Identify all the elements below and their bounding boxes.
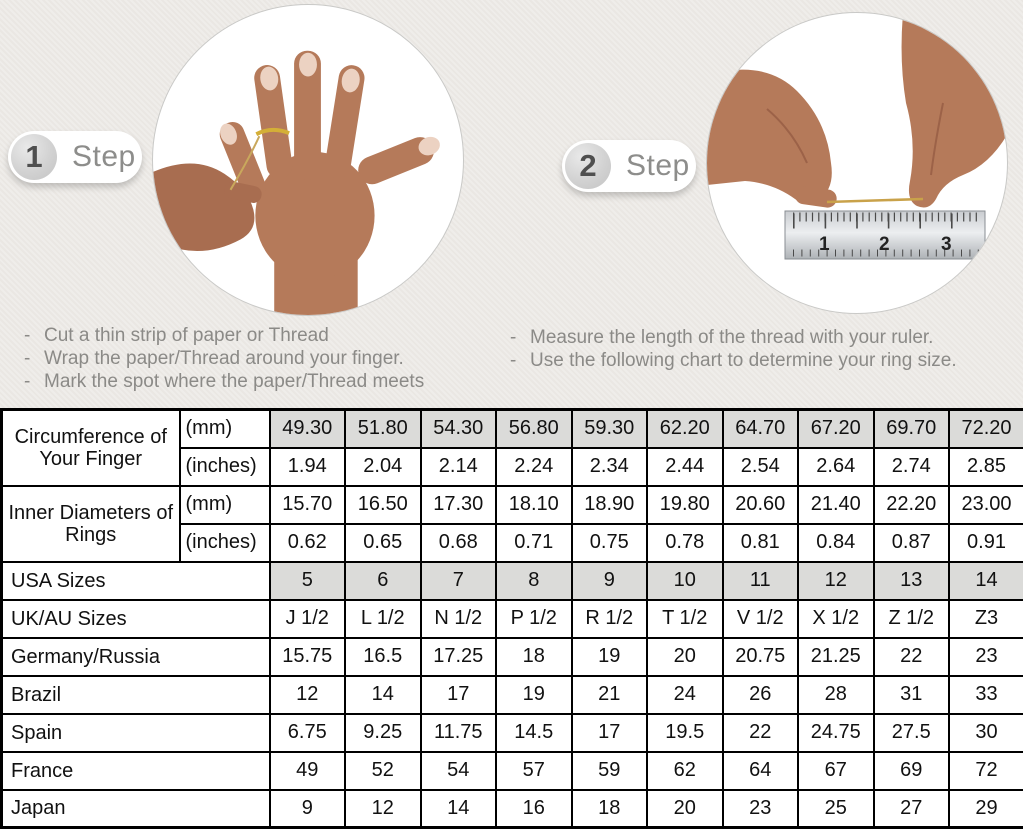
size-value-cell: 57: [496, 752, 572, 790]
size-value-cell: 29: [949, 790, 1023, 828]
spain-row-label: Spain: [2, 714, 270, 752]
size-value-cell: V 1/2: [723, 600, 799, 638]
instruction-item: [18, 324, 496, 347]
size-value-cell: 9: [270, 790, 346, 828]
size-value-cell: 18.10: [496, 486, 572, 524]
size-value-cell: 18: [496, 638, 572, 676]
size-value-cell: 0.62: [270, 524, 346, 562]
table-row-spain: [2, 714, 1023, 752]
size-value-cell: 16.50: [345, 486, 421, 524]
instruction-text: Measure the length of the thread with your ruler.: [530, 326, 933, 349]
instruction-text: Use the following chart to determine your ring size.: [530, 349, 957, 372]
size-value-cell: 7: [421, 562, 497, 600]
size-value-cell: 2.34: [572, 448, 648, 486]
size-value-cell: 19: [572, 638, 648, 676]
table-row-japan: [2, 790, 1023, 828]
size-value-cell: 8: [496, 562, 572, 600]
size-value-cell: 54: [421, 752, 497, 790]
step2-badge: [562, 140, 696, 192]
size-value-cell: 2.64: [798, 448, 874, 486]
size-value-cell: Z 1/2: [874, 600, 950, 638]
unit-label-mm: (mm): [180, 486, 270, 524]
instruction-item: [18, 347, 496, 370]
size-value-cell: 20.60: [723, 486, 799, 524]
japan-row-label: Japan: [2, 790, 270, 828]
size-value-cell: 2.54: [723, 448, 799, 486]
ruler: [785, 211, 985, 259]
size-value-cell: 21: [572, 676, 648, 714]
size-value-cell: 15.70: [270, 486, 346, 524]
size-value-cell: 18: [572, 790, 648, 828]
table-row-usa: [2, 562, 1023, 600]
size-value-cell: J 1/2: [270, 600, 346, 638]
size-value-cell: 49: [270, 752, 346, 790]
size-value-cell: 28: [798, 676, 874, 714]
table-row-germany-russia: [2, 638, 1023, 676]
right-hand: [902, 13, 1007, 207]
size-value-cell: 16: [496, 790, 572, 828]
size-value-cell: 17.25: [421, 638, 497, 676]
size-value-cell: 23.00: [949, 486, 1023, 524]
size-value-cell: 2.74: [874, 448, 950, 486]
size-value-cell: 23: [723, 790, 799, 828]
usa-row-label: USA Sizes: [2, 562, 270, 600]
size-value-cell: 10: [647, 562, 723, 600]
size-value-cell: 12: [270, 676, 346, 714]
size-value-cell: 5: [270, 562, 346, 600]
size-value-cell: 27: [874, 790, 950, 828]
size-value-cell: 67: [798, 752, 874, 790]
size-value-cell: 18.90: [572, 486, 648, 524]
size-value-cell: 17: [421, 676, 497, 714]
step2-label: Step: [626, 149, 690, 183]
ruler-number: 1: [819, 234, 830, 255]
table-row-brazil: [2, 676, 1023, 714]
size-value-cell: 69.70: [874, 410, 950, 448]
step1-label: Step: [72, 140, 136, 174]
step1-number-circle: 1: [11, 134, 57, 180]
size-value-cell: 0.75: [572, 524, 648, 562]
size-value-cell: 72: [949, 752, 1023, 790]
size-value-cell: 31: [874, 676, 950, 714]
size-value-cell: 62: [647, 752, 723, 790]
instruction-text: Cut a thin strip of paper or Thread: [44, 324, 329, 347]
table-row-diameter-mm: [2, 486, 1023, 524]
unit-label-inches: (inches): [180, 448, 270, 486]
size-value-cell: 0.84: [798, 524, 874, 562]
size-value-cell: 13: [874, 562, 950, 600]
size-value-cell: 17.30: [421, 486, 497, 524]
size-value-cell: 56.80: [496, 410, 572, 448]
size-value-cell: 24: [647, 676, 723, 714]
size-value-cell: N 1/2: [421, 600, 497, 638]
size-value-cell: 67.20: [798, 410, 874, 448]
size-value-cell: 21.25: [798, 638, 874, 676]
size-value-cell: 49.30: [270, 410, 346, 448]
size-value-cell: 25: [798, 790, 874, 828]
size-value-cell: 51.80: [345, 410, 421, 448]
size-value-cell: 11.75: [421, 714, 497, 752]
instruction-item: [504, 349, 1019, 372]
size-value-cell: 2.04: [345, 448, 421, 486]
france-row-label: France: [2, 752, 270, 790]
size-value-cell: 16.5: [345, 638, 421, 676]
thread: [827, 199, 923, 202]
size-value-cell: 12: [345, 790, 421, 828]
size-value-cell: 0.78: [647, 524, 723, 562]
size-value-cell: 6.75: [270, 714, 346, 752]
main-hand: [216, 51, 443, 315]
size-value-cell: 12: [798, 562, 874, 600]
circumference-row-label: Circumference of Your Finger: [2, 410, 180, 486]
instruction-text: Mark the spot where the paper/Thread meets: [44, 370, 424, 393]
size-value-cell: 0.71: [496, 524, 572, 562]
size-value-cell: 19: [496, 676, 572, 714]
left-hand: [707, 70, 838, 209]
size-value-cell: 0.68: [421, 524, 497, 562]
step2-instructions: [504, 326, 1019, 372]
bullet-dash: -: [18, 347, 44, 370]
size-value-cell: 20.75: [723, 638, 799, 676]
size-value-cell: 52: [345, 752, 421, 790]
size-value-cell: 64.70: [723, 410, 799, 448]
fingernail: [299, 53, 317, 77]
size-value-cell: 24.75: [798, 714, 874, 752]
table-row-circumference-mm: [2, 410, 1023, 448]
bullet-dash: -: [18, 370, 44, 393]
size-value-cell: 14.5: [496, 714, 572, 752]
size-value-cell: 62.20: [647, 410, 723, 448]
size-value-cell: 54.30: [421, 410, 497, 448]
ruler-number: 2: [879, 234, 890, 255]
inner-diameter-row-label: Inner Diameters of Rings: [2, 486, 180, 562]
size-value-cell: Z3: [949, 600, 1023, 638]
size-value-cell: 69: [874, 752, 950, 790]
step2-photo: [706, 12, 1008, 314]
size-value-cell: X 1/2: [798, 600, 874, 638]
instruction-item: [504, 326, 1019, 349]
size-value-cell: 0.91: [949, 524, 1023, 562]
step2-number-circle: 2: [565, 143, 611, 189]
size-value-cell: 0.81: [723, 524, 799, 562]
size-value-cell: 59: [572, 752, 648, 790]
instruction-text: Wrap the paper/Thread around your finger.: [44, 347, 404, 370]
ruler-measurement-illustration: [707, 13, 1007, 313]
size-value-cell: 22: [723, 714, 799, 752]
step1-badge: [8, 131, 142, 183]
germany-russia-row-label: Germany/Russia: [2, 638, 270, 676]
size-value-cell: 20: [647, 638, 723, 676]
size-value-cell: 64: [723, 752, 799, 790]
ring-size-table: [0, 408, 1023, 829]
unit-label-inches: (inches): [180, 524, 270, 562]
size-value-cell: 2.14: [421, 448, 497, 486]
size-value-cell: 14: [421, 790, 497, 828]
size-value-cell: L 1/2: [345, 600, 421, 638]
bullet-dash: -: [18, 324, 44, 347]
size-value-cell: 15.75: [270, 638, 346, 676]
size-value-cell: 2.24: [496, 448, 572, 486]
ruler-number: 3: [941, 234, 952, 255]
unit-label-mm: (mm): [180, 410, 270, 448]
size-value-cell: 22: [874, 638, 950, 676]
size-value-cell: 0.65: [345, 524, 421, 562]
size-value-cell: 1.94: [270, 448, 346, 486]
size-value-cell: 23: [949, 638, 1023, 676]
size-value-cell: 2.85: [949, 448, 1023, 486]
uk-au-row-label: UK/AU Sizes: [2, 600, 270, 638]
bullet-dash: -: [504, 326, 530, 349]
size-value-cell: 72.20: [949, 410, 1023, 448]
size-value-cell: 9.25: [345, 714, 421, 752]
size-value-cell: 0.87: [874, 524, 950, 562]
instruction-item: [18, 370, 496, 393]
size-value-cell: R 1/2: [572, 600, 648, 638]
size-value-cell: 9: [572, 562, 648, 600]
step1-photo: [152, 4, 464, 316]
size-value-cell: 19.80: [647, 486, 723, 524]
size-value-cell: 17: [572, 714, 648, 752]
size-value-cell: 6: [345, 562, 421, 600]
size-value-cell: 30: [949, 714, 1023, 752]
size-value-cell: 26: [723, 676, 799, 714]
size-value-cell: 27.5: [874, 714, 950, 752]
step1-instructions: [18, 324, 496, 393]
size-value-cell: 33: [949, 676, 1023, 714]
size-value-cell: 21.40: [798, 486, 874, 524]
size-value-cell: 2.44: [647, 448, 723, 486]
size-value-cell: 11: [723, 562, 799, 600]
table-row-france: [2, 752, 1023, 790]
size-value-cell: 22.20: [874, 486, 950, 524]
size-value-cell: 14: [949, 562, 1023, 600]
instructions-section: [0, 0, 1023, 408]
size-value-cell: P 1/2: [496, 600, 572, 638]
bullet-dash: -: [504, 349, 530, 372]
size-value-cell: 14: [345, 676, 421, 714]
hand-thread-illustration: [153, 5, 463, 315]
table-row-uk-au: [2, 600, 1023, 638]
size-value-cell: 20: [647, 790, 723, 828]
size-value-cell: 19.5: [647, 714, 723, 752]
size-value-cell: 59.30: [572, 410, 648, 448]
size-value-cell: T 1/2: [647, 600, 723, 638]
brazil-row-label: Brazil: [2, 676, 270, 714]
